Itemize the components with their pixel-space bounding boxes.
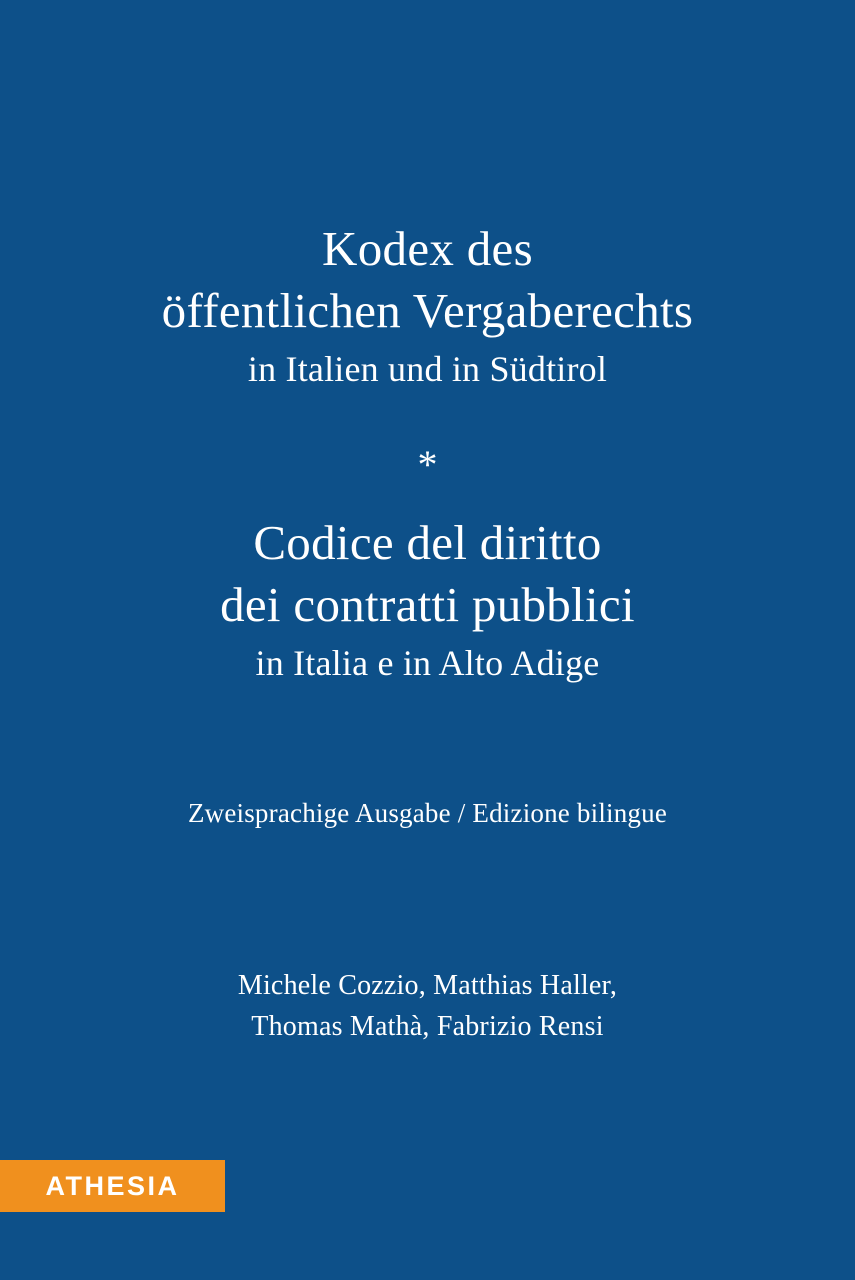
german-title-block	[0, 218, 855, 396]
publisher-logo-bar	[0, 1160, 225, 1212]
italian-title-line-1: Codice del diritto	[253, 515, 602, 570]
italian-title-line-2: dei contratti pubblici	[220, 577, 635, 632]
edition-note: Zweisprachige Ausgabe / Edizione bilingue	[187, 798, 668, 828]
german-title-line-2: öffentlichen Vergaberechts	[161, 283, 694, 338]
publisher-name: ATHESIA	[45, 1170, 180, 1201]
italian-subtitle: in Italia e in Alto Adige	[255, 643, 600, 683]
authors-block	[0, 965, 855, 1047]
authors-line-1: Michele Cozzio, Matthias Haller,	[237, 970, 618, 1001]
german-title-line-1: Kodex des	[322, 221, 533, 276]
german-subtitle: in Italien und in Südtirol	[247, 349, 608, 389]
authors-line-2: Thomas Mathà, Fabrizio Rensi	[251, 1011, 604, 1042]
italian-title-block	[0, 512, 855, 690]
asterisk-separator: *	[417, 442, 438, 487]
